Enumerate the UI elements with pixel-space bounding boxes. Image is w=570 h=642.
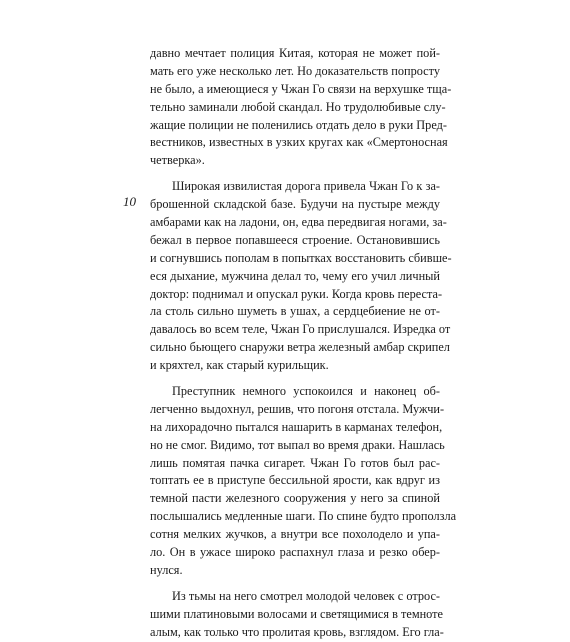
text-line: брошенной складской базе. Будучи на пустыре между: [150, 197, 440, 212]
text-line: но не смог. Видимо, тот выпал во время драки. Нашлась: [150, 437, 445, 452]
text-line: ло. Он в ужасе широко распахнул глаза и резко обер-: [150, 545, 440, 560]
text-line: тельно заминали любой скандал. Но трудолюбивые слу-: [150, 99, 446, 114]
text-line: четверка».: [150, 153, 205, 168]
text-line: послышались медленные шаги. По спине будто проползла: [150, 509, 457, 524]
text-line: еся дыхание, мужчина делал то, чему его учил личный: [150, 268, 440, 283]
text-line: лишь помятая пачка сигарет. Чжан Го готов был рас-: [150, 455, 440, 470]
text-line: давно мечтает полиция Китая, которая не может пой-: [150, 46, 440, 60]
text-line: не было, а имеющиеся у Чжан Го связи на верхушке тща-: [150, 81, 452, 96]
text-line: нулся.: [150, 562, 183, 577]
text-line: сотня мелких жучков, а внутри все похолодело и упа-: [150, 527, 440, 542]
paragraph: [150, 45, 452, 170]
text-line: и согнувшись пополам в попытках восстановить сбивше-: [150, 250, 452, 265]
text-line: жащие полиции не поленились отдать дело в руки Пред-: [150, 117, 447, 132]
text-line: легченно выдохнул, решив, что погоня отстала. Мужчи-: [150, 401, 445, 416]
paragraph: [150, 588, 444, 642]
text-line: темной пасти железного сооружения у него за спиной: [150, 491, 440, 506]
text-line: бежал в первое попавшееся строение. Остановившись: [150, 232, 440, 247]
text-line: давалось во всем теле, Чжан Го прислушался. Изредка от: [150, 322, 451, 337]
paragraph: [150, 178, 452, 375]
text-line: Широкая извилистая дорога привела Чжан Го к за-: [172, 179, 440, 194]
text-line: Из тьмы на него смотрел молодой человек с отрос-: [172, 588, 440, 603]
text-line: мать его уже несколько лет. Но доказательств попросту: [150, 63, 440, 78]
page-number: 10: [123, 194, 136, 209]
text-line: сильно бьющего снаружи ветра железный амбар скрипел: [150, 340, 450, 355]
text-line: топтать ее в приступе бессильной ярости, как вдруг из: [150, 473, 440, 488]
paragraph: [150, 383, 457, 580]
text-line: на лихорадочно пытался нашарить в карманах телефон,: [150, 419, 443, 434]
text-line: амбарами как на ладони, он, едва передвигая ногами, за-: [150, 215, 447, 230]
text-line: Преступник немного успокоился и наконец об-: [172, 384, 440, 399]
text-line: доктор: поднимал и опускал руки. Когда кровь переста-: [150, 286, 443, 301]
body-text: [150, 45, 457, 642]
text-line: ла столь сильно шуметь в ушах, а сердцебиение не от-: [150, 304, 440, 319]
text-line: алым, как только что пролитая кровь, взглядом. Его гла-: [150, 624, 444, 639]
text-line: вестников, известных в узких кругах как «Смертоносная: [150, 135, 448, 150]
text-line: и кряхтел, как старый курильщик.: [150, 358, 329, 373]
text-line: шими платиновыми волосами и светящимися в темноте: [150, 606, 443, 621]
